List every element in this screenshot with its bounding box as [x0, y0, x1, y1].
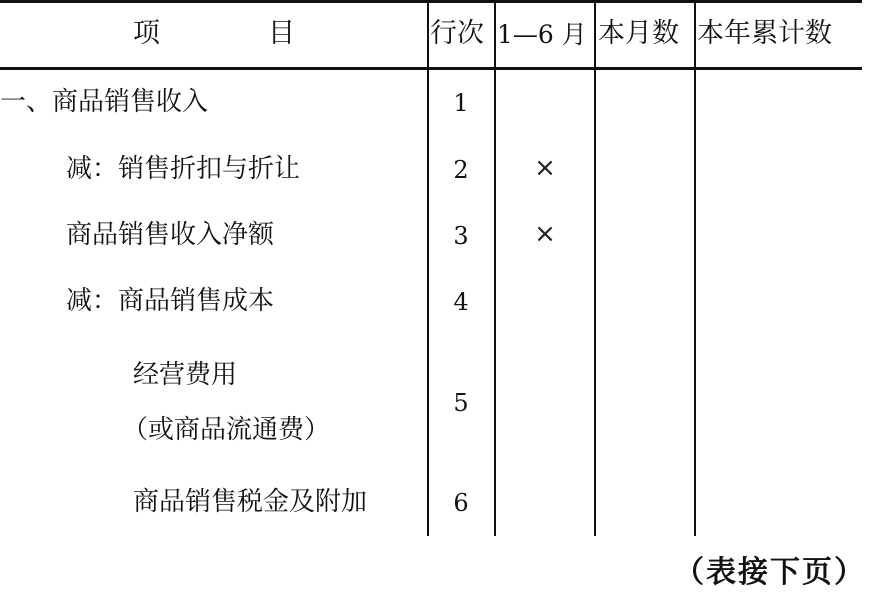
column-divider-item [427, 0, 429, 536]
row-label-net-sales: 商品销售收入净额 [66, 220, 275, 250]
cross-mark-row-3: × [534, 219, 556, 249]
row-label-circulation-cost: （或商品流通费） [122, 415, 331, 445]
row-number-4: 4 [453, 288, 469, 316]
header-period-1-6: 1—6 月 [497, 20, 587, 49]
continued-next-page-note: （表接下页） [674, 555, 866, 590]
column-divider-month [694, 0, 696, 536]
header-bottom-rule [0, 67, 862, 70]
row-number-5: 5 [453, 389, 469, 417]
column-divider-period [594, 0, 596, 536]
header-row-no: 行次 [430, 18, 484, 49]
cross-mark-row-2: × [534, 153, 556, 183]
header-year-to-date: 本年累计数 [697, 18, 832, 49]
row-label-sales-tax: 商品销售税金及附加 [133, 487, 368, 517]
row-number-3: 3 [453, 222, 469, 250]
row-label-discounts: 减：销售折扣与折让 [66, 154, 301, 184]
header-item-char-1: 项 [133, 18, 160, 49]
row-label-operating-expenses: 经营费用 [133, 360, 238, 390]
column-divider-rowno [494, 0, 496, 536]
row-number-2: 2 [453, 156, 469, 184]
row-label-sales-revenue: 一、商品销售收入 [0, 87, 209, 117]
row-label-cost-of-sales: 减：商品销售成本 [66, 286, 275, 316]
header-this-month: 本月数 [598, 18, 679, 49]
header-item-char-2: 目 [268, 18, 295, 49]
row-number-1: 1 [453, 89, 469, 117]
row-number-6: 6 [453, 489, 469, 517]
table-top-rule [0, 0, 862, 3]
